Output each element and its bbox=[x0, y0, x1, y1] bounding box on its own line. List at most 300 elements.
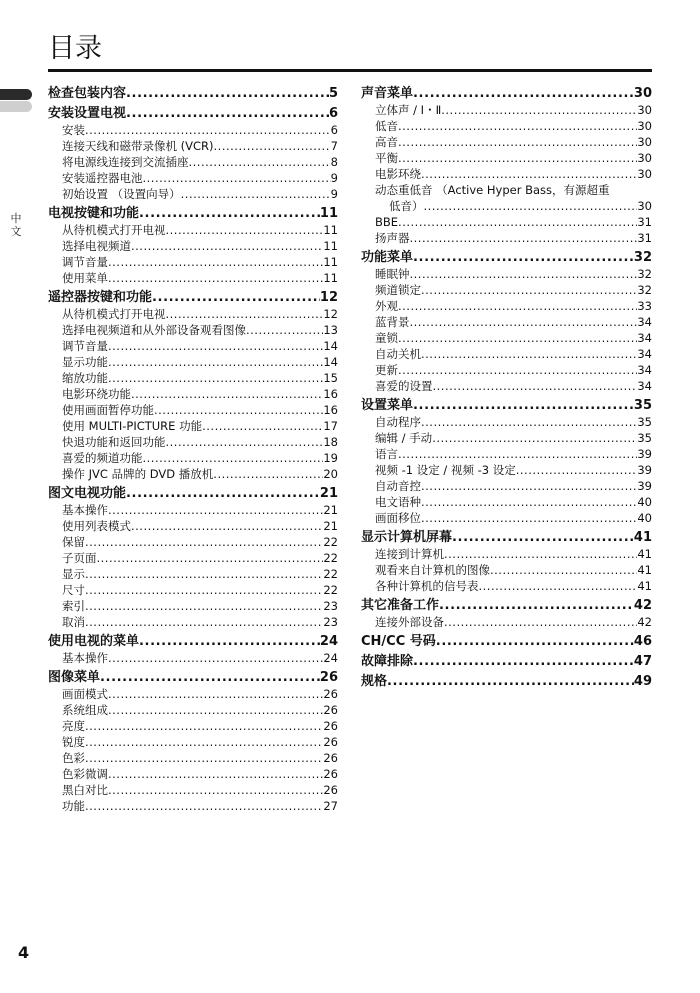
toc-entry[interactable] bbox=[361, 414, 652, 430]
toc-entry[interactable] bbox=[361, 214, 652, 230]
toc-page-number: 11 bbox=[323, 223, 338, 237]
dot-leader bbox=[387, 673, 634, 690]
toc-page-number: 30 bbox=[637, 103, 652, 117]
dot-leader bbox=[85, 750, 323, 766]
toc-entry[interactable] bbox=[361, 578, 652, 594]
toc-entry[interactable] bbox=[48, 798, 338, 814]
toc-entry[interactable] bbox=[48, 154, 338, 170]
toc-page-number: 24 bbox=[323, 651, 338, 665]
toc-entry[interactable] bbox=[48, 502, 338, 518]
toc-entry-wrapped[interactable] bbox=[361, 182, 652, 214]
toc-entry[interactable] bbox=[48, 518, 338, 534]
toc-entry-label: 各种计算机的信号表 bbox=[375, 579, 479, 593]
toc-entry-label: 保留 bbox=[62, 535, 85, 549]
dot-leader bbox=[131, 386, 323, 402]
dot-leader bbox=[131, 518, 323, 534]
dot-leader bbox=[213, 466, 323, 482]
toc-entry[interactable] bbox=[48, 170, 338, 186]
toc-entry[interactable] bbox=[48, 702, 338, 718]
toc-entry[interactable] bbox=[48, 534, 338, 550]
toc-entry[interactable] bbox=[48, 718, 338, 734]
dot-leader bbox=[410, 266, 638, 282]
toc-section-heading[interactable] bbox=[48, 85, 338, 102]
toc-page-number: 34 bbox=[637, 347, 652, 361]
toc-page-number: 35 bbox=[637, 415, 652, 429]
dot-leader bbox=[398, 362, 637, 378]
dot-leader bbox=[108, 502, 323, 518]
toc-entry-label: 观看来自计算机的图像 bbox=[375, 563, 490, 577]
toc-entry-label: 连接天线和磁带录像机 (VCR) bbox=[62, 139, 214, 153]
toc-section-title: CH/CC 号码 bbox=[361, 634, 436, 649]
dot-leader bbox=[421, 494, 637, 510]
toc-page-number: 30 bbox=[637, 151, 652, 165]
dot-leader bbox=[108, 354, 323, 370]
toc-page-number: 15 bbox=[323, 371, 338, 385]
toc-entry-label: 频道锁定 bbox=[375, 283, 421, 297]
toc-entry[interactable] bbox=[48, 766, 338, 782]
dot-leader bbox=[189, 154, 331, 170]
toc-entry-label: 从待机模式打开电视 bbox=[62, 223, 166, 237]
dot-leader bbox=[85, 566, 323, 582]
dot-leader bbox=[85, 614, 323, 630]
toc-entry-label: 喜爱的频道功能 bbox=[62, 451, 143, 465]
toc-entry[interactable] bbox=[48, 270, 338, 286]
toc-section bbox=[48, 205, 338, 286]
toc-page-number: 17 bbox=[323, 419, 338, 433]
toc-entry[interactable] bbox=[361, 298, 652, 314]
toc-entry-label: 黑白对比 bbox=[62, 783, 108, 797]
toc-entry[interactable] bbox=[361, 430, 652, 446]
toc-entry-label: 基本操作 bbox=[62, 503, 108, 517]
toc-entry-label: 调节音量 bbox=[62, 255, 108, 269]
toc-section bbox=[361, 397, 652, 526]
toc-entry[interactable] bbox=[361, 282, 652, 298]
toc-section bbox=[361, 85, 652, 246]
toc-entry[interactable] bbox=[48, 238, 338, 254]
language-label: 中文 bbox=[10, 212, 22, 238]
dot-leader bbox=[421, 166, 637, 182]
toc-page-number: 21 bbox=[323, 503, 338, 517]
dot-leader bbox=[436, 633, 634, 650]
dot-leader bbox=[143, 170, 331, 186]
toc-section-heading[interactable] bbox=[361, 85, 652, 102]
toc-page-number: 14 bbox=[323, 339, 338, 353]
toc-entry-label: 画面移位 bbox=[375, 511, 421, 525]
dot-leader bbox=[108, 650, 323, 666]
toc-entry[interactable] bbox=[48, 614, 338, 630]
dot-leader bbox=[398, 118, 637, 134]
dot-leader bbox=[126, 485, 320, 502]
dot-leader bbox=[424, 198, 638, 214]
dot-leader bbox=[181, 186, 331, 202]
toc-section bbox=[48, 105, 338, 202]
dot-leader bbox=[108, 370, 323, 386]
toc-entry[interactable] bbox=[48, 186, 338, 202]
toc-entry[interactable] bbox=[361, 330, 652, 346]
dot-leader bbox=[516, 462, 638, 478]
toc-page-number: 46 bbox=[633, 634, 652, 649]
toc-entry[interactable] bbox=[48, 370, 338, 386]
toc-page-number: 40 bbox=[637, 511, 652, 525]
dot-leader bbox=[166, 306, 324, 322]
toc-entry[interactable] bbox=[48, 434, 338, 450]
toc-page-number: 30 bbox=[637, 135, 652, 149]
dot-leader bbox=[139, 205, 320, 222]
toc-page-number: 22 bbox=[323, 567, 338, 581]
toc-page-number: 12 bbox=[319, 290, 338, 305]
toc-page-number: 6 bbox=[330, 123, 338, 137]
toc-entry-label: 使用菜单 bbox=[62, 271, 108, 285]
toc-section bbox=[361, 249, 652, 394]
dot-leader bbox=[490, 562, 637, 578]
dot-leader bbox=[108, 782, 323, 798]
toc-section bbox=[361, 673, 652, 690]
toc-page-number: 7 bbox=[330, 139, 338, 153]
dot-leader bbox=[413, 653, 634, 670]
dot-leader bbox=[432, 430, 637, 446]
dot-leader bbox=[413, 85, 634, 102]
toc-page-number: 39 bbox=[637, 479, 652, 493]
toc-entry-label: 功能 bbox=[62, 799, 85, 813]
toc-section-title: 图文电视功能 bbox=[48, 486, 127, 501]
toc-page-number: 35 bbox=[637, 431, 652, 445]
toc-entry-label: 索引 bbox=[62, 599, 85, 613]
toc-entry-label: 调节音量 bbox=[62, 339, 108, 353]
toc-entry-label: 连接到计算机 bbox=[375, 547, 444, 561]
toc-entry[interactable] bbox=[48, 386, 338, 402]
toc-entry[interactable] bbox=[48, 782, 338, 798]
toc-entry-label: 睡眠钟 bbox=[375, 267, 410, 281]
toc-entry-label: 画面模式 bbox=[62, 687, 108, 701]
toc-entry[interactable] bbox=[361, 494, 652, 510]
toc-section-title: 显示计算机屏幕 bbox=[361, 530, 453, 545]
toc-page-number: 13 bbox=[323, 323, 338, 337]
toc-entry[interactable] bbox=[361, 562, 652, 578]
toc-page-number: 33 bbox=[637, 299, 652, 313]
dot-leader bbox=[108, 270, 323, 286]
dot-leader bbox=[413, 249, 634, 266]
toc-entry[interactable] bbox=[361, 314, 652, 330]
toc-entry[interactable] bbox=[48, 254, 338, 270]
toc-page-number: 22 bbox=[323, 551, 338, 565]
toc-section bbox=[48, 485, 338, 630]
toc-page-number: 42 bbox=[637, 615, 652, 629]
page-title: 目录 bbox=[48, 33, 102, 64]
toc-section-heading[interactable] bbox=[48, 105, 338, 122]
toc-entry-label: 选择电视频道 bbox=[62, 239, 131, 253]
dot-leader bbox=[410, 314, 638, 330]
toc-page-number: 18 bbox=[323, 435, 338, 449]
toc-section-heading[interactable] bbox=[48, 485, 338, 502]
toc-entry[interactable] bbox=[48, 322, 338, 338]
toc-entry-label: 快退功能和返回功能 bbox=[62, 435, 166, 449]
toc-left-column bbox=[48, 85, 338, 817]
dot-leader bbox=[126, 105, 329, 122]
toc-entry-label-continuation: 低音） bbox=[389, 199, 424, 213]
toc-entry-label: 自动程序 bbox=[375, 415, 421, 429]
toc-entry-label: 使用 MULTI-PICTURE 功能 bbox=[62, 419, 203, 433]
dot-leader bbox=[166, 222, 324, 238]
toc-page-number: 26 bbox=[323, 687, 338, 701]
dot-leader bbox=[97, 550, 324, 566]
toc-page-number: 32 bbox=[633, 250, 652, 265]
toc-section-heading[interactable] bbox=[361, 653, 652, 670]
dot-leader bbox=[85, 582, 323, 598]
toc-entry-label: 电影环绕功能 bbox=[62, 387, 131, 401]
toc-page-number: 30 bbox=[637, 199, 652, 213]
toc-section bbox=[361, 597, 652, 630]
toc-page-number: 32 bbox=[637, 283, 652, 297]
toc-section bbox=[361, 653, 652, 670]
dot-leader bbox=[126, 85, 329, 102]
toc-entry[interactable] bbox=[361, 230, 652, 246]
toc-entry-label: 缩放功能 bbox=[62, 371, 108, 385]
toc-page-number: 26 bbox=[323, 703, 338, 717]
toc-section-heading[interactable] bbox=[361, 597, 652, 614]
dot-leader bbox=[398, 446, 637, 462]
toc-entry-label: 平衡 bbox=[375, 151, 398, 165]
toc-section-title: 图像菜单 bbox=[48, 670, 101, 685]
toc-entry-label: 蓝背景 bbox=[375, 315, 410, 329]
toc-entry-label: 系统组成 bbox=[62, 703, 108, 717]
dot-leader bbox=[421, 346, 637, 362]
toc-entry[interactable] bbox=[361, 150, 652, 166]
toc-entry[interactable] bbox=[361, 362, 652, 378]
toc-section-title: 功能菜单 bbox=[361, 250, 414, 265]
toc-entry[interactable] bbox=[361, 462, 652, 478]
toc-entry-label: 显示 bbox=[62, 567, 85, 581]
dot-leader bbox=[154, 402, 323, 418]
toc-page-number: 9 bbox=[330, 187, 338, 201]
toc-page-number: 32 bbox=[637, 267, 652, 281]
toc-section bbox=[48, 633, 338, 666]
dot-leader bbox=[410, 230, 638, 246]
toc-section-title: 检查包装内容 bbox=[48, 86, 127, 101]
dot-leader bbox=[441, 102, 637, 118]
toc-entry-label: 立体声 / Ⅰ・Ⅱ bbox=[375, 103, 442, 117]
dot-leader bbox=[398, 134, 637, 150]
toc-entry-label: 自动音控 bbox=[375, 479, 421, 493]
dot-leader bbox=[108, 686, 323, 702]
toc-entry-label: 选择电视频道和从外部设备观看图像 bbox=[62, 323, 246, 337]
toc-section-heading[interactable] bbox=[48, 205, 338, 222]
toc-entry[interactable] bbox=[361, 446, 652, 462]
toc-page-number: 41 bbox=[637, 547, 652, 561]
toc-entry[interactable] bbox=[48, 650, 338, 666]
toc-entry-label: 安装遥控器电池 bbox=[62, 171, 143, 185]
toc-entry-label: 扬声器 bbox=[375, 231, 410, 245]
toc-section-heading[interactable] bbox=[48, 669, 338, 686]
toc-entry-label: 动态重低音 （Active Hyper Bass，有源超重 bbox=[375, 183, 610, 197]
toc-section-heading[interactable] bbox=[361, 249, 652, 266]
toc-page-number: 35 bbox=[633, 398, 652, 413]
toc-section bbox=[361, 529, 652, 594]
toc-page-number: 27 bbox=[323, 799, 338, 813]
toc-section-title: 规格 bbox=[361, 674, 388, 689]
toc-entry[interactable] bbox=[48, 354, 338, 370]
toc-page-number: 26 bbox=[323, 751, 338, 765]
toc-section-title: 遥控器按键和功能 bbox=[48, 290, 153, 305]
dot-leader bbox=[421, 478, 637, 494]
toc-entry[interactable] bbox=[48, 418, 338, 434]
toc-section-title: 故障排除 bbox=[361, 654, 414, 669]
toc-section bbox=[48, 289, 338, 482]
toc-section-heading[interactable] bbox=[361, 673, 652, 690]
dot-leader bbox=[246, 322, 323, 338]
dot-leader bbox=[398, 214, 637, 230]
toc-entry-label: 电影环绕 bbox=[375, 167, 421, 181]
dot-leader bbox=[85, 534, 323, 550]
toc-section-title: 安装设置电视 bbox=[48, 106, 127, 121]
dot-leader bbox=[421, 414, 637, 430]
dot-leader bbox=[214, 138, 331, 154]
toc-section-heading[interactable] bbox=[361, 633, 652, 650]
toc-entry[interactable] bbox=[48, 466, 338, 482]
toc-entry-label: BBE bbox=[375, 215, 399, 229]
toc-page-number: 21 bbox=[319, 486, 338, 501]
toc-entry-continuation bbox=[375, 198, 652, 214]
toc-entry[interactable] bbox=[361, 478, 652, 494]
dot-leader bbox=[444, 546, 637, 562]
dot-leader bbox=[439, 597, 634, 614]
dot-leader bbox=[108, 338, 323, 354]
dot-leader bbox=[202, 418, 323, 434]
dot-leader bbox=[444, 614, 637, 630]
toc-entry-label: 取消 bbox=[62, 615, 85, 629]
dot-leader bbox=[85, 122, 331, 138]
side-tab-active bbox=[0, 89, 32, 100]
toc-page-number: 22 bbox=[323, 535, 338, 549]
toc-entry[interactable] bbox=[48, 734, 338, 750]
toc-entry-label: 尺寸 bbox=[62, 583, 85, 597]
toc-page-number: 42 bbox=[633, 598, 652, 613]
toc-entry-label: 将电源线连接到交流插座 bbox=[62, 155, 189, 169]
toc-entry[interactable] bbox=[361, 166, 652, 182]
toc-entry[interactable] bbox=[48, 686, 338, 702]
toc-entry[interactable] bbox=[48, 402, 338, 418]
toc-right-column bbox=[361, 85, 652, 693]
toc-entry[interactable] bbox=[48, 550, 338, 566]
toc-page-number: 5 bbox=[328, 86, 338, 101]
toc-page-number: 20 bbox=[323, 467, 338, 481]
toc-section bbox=[48, 669, 338, 814]
toc-entry-label: 色彩 bbox=[62, 751, 85, 765]
toc-entry-label: 低音 bbox=[375, 119, 398, 133]
dot-leader bbox=[108, 766, 323, 782]
toc-entry[interactable] bbox=[361, 614, 652, 630]
dot-leader bbox=[85, 798, 323, 814]
toc-entry[interactable] bbox=[48, 338, 338, 354]
toc-entry-label: 锐度 bbox=[62, 735, 85, 749]
toc-page-number: 21 bbox=[323, 519, 338, 533]
dot-leader bbox=[433, 378, 638, 394]
toc-entry[interactable] bbox=[361, 346, 652, 362]
toc-entry[interactable] bbox=[48, 306, 338, 322]
toc-entry[interactable] bbox=[361, 378, 652, 394]
toc-entry-label: 外观 bbox=[375, 299, 398, 313]
toc-page-number: 11 bbox=[323, 255, 338, 269]
toc-page-number: 34 bbox=[637, 331, 652, 345]
toc-page-number: 30 bbox=[637, 119, 652, 133]
toc-section-title: 使用电视的菜单 bbox=[48, 634, 140, 649]
toc-page-number: 6 bbox=[328, 106, 338, 121]
dot-leader bbox=[85, 598, 323, 614]
toc-section-heading[interactable] bbox=[361, 529, 652, 546]
toc-page-number: 26 bbox=[323, 735, 338, 749]
toc-entry[interactable] bbox=[48, 582, 338, 598]
toc-entry[interactable] bbox=[48, 750, 338, 766]
toc-entry-label: 语言 bbox=[375, 447, 398, 461]
toc-page-number: 16 bbox=[323, 387, 338, 401]
toc-entry-label: 色彩微调 bbox=[62, 767, 108, 781]
toc-entry[interactable] bbox=[361, 546, 652, 562]
toc-section-heading[interactable] bbox=[361, 397, 652, 414]
toc-page-number: 24 bbox=[319, 634, 338, 649]
dot-leader bbox=[143, 450, 324, 466]
toc-entry[interactable] bbox=[48, 598, 338, 614]
page-number: 4 bbox=[18, 943, 30, 962]
dot-leader bbox=[398, 330, 637, 346]
dot-leader bbox=[452, 529, 634, 546]
toc-page-number: 9 bbox=[330, 171, 338, 185]
toc-entry[interactable] bbox=[361, 266, 652, 282]
toc-entry-label: 基本操作 bbox=[62, 651, 108, 665]
side-tab-inactive bbox=[0, 101, 32, 112]
toc-entry[interactable] bbox=[361, 118, 652, 134]
toc-entry[interactable] bbox=[361, 510, 652, 526]
toc-page-number: 31 bbox=[637, 215, 652, 229]
toc-entry-label: 使用列表模式 bbox=[62, 519, 131, 533]
dot-leader bbox=[100, 669, 320, 686]
toc-entry-label: 子页面 bbox=[62, 551, 97, 565]
toc-entry[interactable] bbox=[48, 566, 338, 582]
toc-entry[interactable] bbox=[48, 222, 338, 238]
toc-entry[interactable] bbox=[48, 138, 338, 154]
toc-entry-label: 显示功能 bbox=[62, 355, 108, 369]
toc-page-number: 19 bbox=[323, 451, 338, 465]
toc-entry-label: 亮度 bbox=[62, 719, 85, 733]
toc-page-number: 14 bbox=[323, 355, 338, 369]
toc-page-number: 41 bbox=[633, 530, 652, 545]
toc-entry[interactable] bbox=[361, 134, 652, 150]
toc-entry[interactable] bbox=[361, 102, 652, 118]
toc-page-number: 39 bbox=[637, 463, 652, 477]
toc-entry[interactable] bbox=[48, 450, 338, 466]
toc-entry-label: 从待机模式打开电视 bbox=[62, 307, 166, 321]
toc-section-title: 设置菜单 bbox=[361, 398, 414, 413]
dot-leader bbox=[421, 282, 637, 298]
toc-section-title: 电视按键和功能 bbox=[48, 206, 140, 221]
toc-page-number: 12 bbox=[323, 307, 338, 321]
toc-entry-label: 初始设置 （设置向导） bbox=[62, 187, 181, 201]
toc-entry-label: 喜爱的设置 bbox=[375, 379, 433, 393]
dot-leader bbox=[85, 734, 323, 750]
toc-page-number: 40 bbox=[637, 495, 652, 509]
toc-section-heading[interactable] bbox=[48, 633, 338, 650]
dot-leader bbox=[166, 434, 324, 450]
toc-entry[interactable] bbox=[48, 122, 338, 138]
toc-section-heading[interactable] bbox=[48, 289, 338, 306]
toc-page-number: 30 bbox=[633, 86, 652, 101]
toc-page-number: 26 bbox=[323, 767, 338, 781]
toc-page-number: 22 bbox=[323, 583, 338, 597]
toc-page-number: 23 bbox=[323, 615, 338, 629]
toc-entry-label: 高音 bbox=[375, 135, 398, 149]
dot-leader bbox=[108, 254, 323, 270]
toc-page-number: 34 bbox=[637, 379, 652, 393]
dot-leader bbox=[108, 702, 323, 718]
toc-page-number: 30 bbox=[637, 167, 652, 181]
